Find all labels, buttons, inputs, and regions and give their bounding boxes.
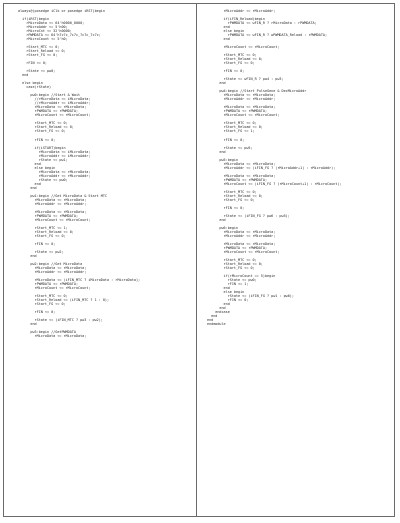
code-line: rFIN <= 0; <box>18 61 47 66</box>
code-line: case(rState) <box>18 85 52 90</box>
code-line: rMicroCount <= 5'h0; <box>18 37 68 42</box>
code-line: rState <= pw5; <box>207 145 253 150</box>
code-line: rMicroCnt <= 32'h0000; <box>18 29 72 34</box>
code-line: rState <= (iFIN_FG ? pw1 : pw6); <box>207 294 294 299</box>
code-column-left <box>18 9 193 514</box>
code-line: rStart_FG <= 0; <box>18 302 66 307</box>
code-line: if(iSTART)begin <box>18 145 66 150</box>
code-line: end <box>18 161 41 166</box>
code-line: rStart_Reload <= 0; <box>207 193 263 198</box>
code-line: rPWMDATA <= rPWMDATA; <box>207 245 268 250</box>
code-line: if(rMicroCount == 5)begin <box>207 274 276 279</box>
column-divider <box>196 3 197 517</box>
code-line: rMicroAddr <= 5'h00; <box>18 25 68 30</box>
code-line: rMicroCount <= rMicroCount; <box>18 217 91 222</box>
code-line: rMicroAddr <= (iFIN_FG ? (rMicroAddr+1) : rMicroAddr); <box>207 165 336 170</box>
code-line: rMicroData <= (iFIN_MTC ? iMicroData : rMicroData); <box>18 278 141 283</box>
code-line: rStart_MTC <= 0; <box>207 257 257 262</box>
code-line: end <box>207 25 230 30</box>
code-line: rMicroAddr <= rMicroAddr; <box>207 233 276 238</box>
code-line: rStart_Reload <= 0; <box>18 229 74 234</box>
code-line: rStart_FG <= 0; <box>207 266 255 270</box>
code-line: end <box>207 302 230 307</box>
code-line: if(iFIN_Reload)begin <box>207 17 265 22</box>
code-line: end <box>18 181 41 186</box>
code-line: rStart_FG <= 0; <box>18 53 58 58</box>
code-line: rMicroCount <= rMicroCount; <box>207 249 280 254</box>
code-line: rMicroData <= rMicroData; <box>207 93 276 98</box>
code-line: rMicroAddr <= rMicroAddr; <box>18 173 91 178</box>
code-line: rFIN <= 0; <box>18 310 56 315</box>
code-line: rState <= pw1; <box>18 157 68 162</box>
code-line: end <box>207 286 230 291</box>
code-line: pw2:begin //Get MicroData <box>18 261 83 266</box>
code-line: pw5:begin <box>207 157 239 162</box>
code-line: rPWMDATA <= rPWMDATA; <box>207 109 268 114</box>
code-line: rStart_FG <= 0; <box>18 233 66 238</box>
code-line: end <box>18 73 29 78</box>
code-line: rMicroData <= 64'h0000_0000; <box>18 21 85 26</box>
code-line: rState <= pw0; <box>18 69 56 74</box>
code-line: rPWMDATA <= 64'h7c7c_7c7c_7c7c_7c7c; <box>18 33 101 38</box>
code-line: rMicroData <= rMicroData; <box>18 209 87 214</box>
code-line: rMicroData <= rMicroData; <box>18 266 87 270</box>
code-line: rStart_Reload <= (iFIN_MTC ? 1 : 0); <box>18 298 110 303</box>
code-line: rFIN <= 0; <box>207 69 245 74</box>
code-line: end <box>18 322 37 327</box>
code-line: rMicroCount <= rMicroCount; <box>207 113 280 118</box>
code-line: rStart_MTC <= 0; <box>18 121 68 126</box>
code-line: end <box>207 37 230 42</box>
code-line: if(iRST)begin <box>18 17 50 22</box>
code-line: //rMicroAddr <= iMicroAddr; <box>18 101 91 106</box>
code-line: rStart_Reload <= 0; <box>207 261 263 266</box>
code-line: rMicroCount <= (iFIN_FG ? (rMicroCount+1) : rMicroCount); <box>207 181 342 186</box>
code-line: rState <= (iFIN_MTC ? pw3 : pw2); <box>18 318 103 323</box>
code-line: rMicroData <= rMicroData; <box>18 105 87 110</box>
code-line: rStart_MTC <= 0; <box>18 45 60 50</box>
code-line: rStart_MTC <= 1; <box>18 225 68 230</box>
code-line: rMicroData <= rMicroData; <box>207 229 276 234</box>
code-line: rMicroAddr <= iMicroAddr; <box>18 153 91 158</box>
code-line: rStart_MTC <= 0; <box>207 121 257 126</box>
code-line: pw1:begin //Get MicroData & Start MTC <box>18 193 107 198</box>
code-line: end <box>207 81 226 86</box>
code-line: rState <= (iFIN_FG ? pw6 : pw5); <box>207 213 290 218</box>
code-line: rMicroData <= rMicroData; <box>207 173 276 178</box>
code-line: rMicroData <= rMicroData; <box>207 105 276 110</box>
code-line: rStart_Reload <= 0; <box>18 125 74 130</box>
code-line: rMicroAddr <= rMicroAddr; <box>18 270 87 275</box>
code-line: rMicroData <= rMicroData; <box>18 334 87 339</box>
code-line: else begin <box>207 290 245 295</box>
code-line: rPWMDATA <= rPWMDATA; <box>207 177 268 182</box>
code-line: rStart_MTC <= 0; <box>207 189 257 194</box>
code-line: endcase <box>207 310 230 315</box>
code-line: rStart_FG <= 0; <box>18 129 66 134</box>
code-line: always@(posedge iClk or posedge iRST)begin <box>18 9 105 13</box>
code-line: rPWMDATA <= rPWMDATA; <box>18 282 79 287</box>
code-line: //rMicroData <= iMicroData; <box>18 97 91 102</box>
code-line: rMicroCount <= rMicroCount; <box>18 286 91 291</box>
code-line: end <box>18 253 37 258</box>
code-line: rState <= pw0; <box>18 177 68 182</box>
code-line: endmodule <box>207 322 226 327</box>
code-line: rFIN <= 0; <box>207 137 245 142</box>
code-line: rPWMDATA <= rPWMDATA; <box>18 109 79 114</box>
code-line: rPWMDATA <= wFIN_R ? rMicroData : rPWMDATA; <box>207 21 317 26</box>
code-line: rStart_FG <= 0; <box>207 197 255 202</box>
code-line: end <box>207 217 226 222</box>
code-line: end <box>207 314 218 319</box>
code-line: rStart_Reload <= 0; <box>207 125 263 130</box>
code-line: rStart_Reload <= 0; <box>207 57 263 62</box>
code-line: rFIN <= 0; <box>207 205 245 210</box>
code-line: rFIN <= 0; <box>18 241 56 246</box>
code-line: else begin <box>18 81 43 86</box>
code-line: else begin <box>18 165 56 170</box>
code-line: end <box>207 318 214 323</box>
code-line: rMicroData <= iMicroData; <box>18 149 91 154</box>
code-line: pw4:begin //Start PulseGene & DecMicroAddr <box>207 89 307 94</box>
code-line: pw6:begin <box>207 225 239 230</box>
code-line: rFIN <= 1; <box>207 282 249 287</box>
code-line: pw0:begin //Start & Wait <box>18 93 81 98</box>
code-line: rFIN <= 0; <box>207 298 249 303</box>
code-line: rMicroAddr <= rMicroAddr; <box>207 9 276 13</box>
code-column-right <box>207 9 391 514</box>
code-line: end <box>207 306 226 311</box>
code-line: rFIN <= 0; <box>18 137 56 142</box>
code-line: rPWMDATA <= wFIN_R ? wPWMDATA_Reload : rPWMDATA; <box>207 33 328 38</box>
code-line: rState <= pw0; <box>207 278 257 283</box>
code-line: rStart_Reload <= 0; <box>18 49 66 54</box>
code-line: rState <= pw2; <box>18 249 64 254</box>
code-line: rState <= wFIN_R ? pw4 : pw3; <box>207 77 284 82</box>
code-line: rStart_FG <= 0; <box>207 61 255 66</box>
code-line: rMicroData <= rMicroData; <box>18 197 87 202</box>
code-line: rMicroData <= rMicroData; <box>207 241 276 246</box>
code-line: rStart_FG <= 1; <box>207 129 255 134</box>
code-line: rStart_MTC <= 0; <box>207 53 257 58</box>
code-line: rMicroAddr <= rMicroAddr; <box>18 201 87 206</box>
code-line: rStart_MTC <= 0; <box>18 294 68 299</box>
code-line: rPWMDATA <= rPWMDATA; <box>18 213 79 218</box>
code-line: rMicroAddr <= rMicroAddr; <box>207 97 276 102</box>
code-line: rMicroData <= rMicroData; <box>18 169 91 174</box>
code-line: else begin <box>207 29 245 34</box>
code-line: end <box>207 149 226 154</box>
code-line: rMicroCount <= rMicroCount; <box>18 113 91 118</box>
code-line: rMicroData <= rMicroData; <box>207 161 276 166</box>
code-line: pw3:begin //GetPWMDATA <box>18 330 76 335</box>
code-line: rMicroCount <= rMicroCount; <box>207 45 280 50</box>
code-line: end <box>18 185 37 190</box>
